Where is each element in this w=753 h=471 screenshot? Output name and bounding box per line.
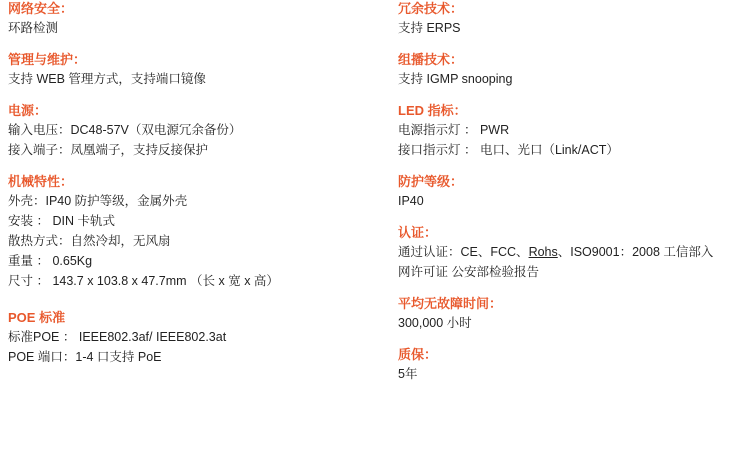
section-spacer [398,162,748,173]
left-column [8,0,398,375]
section-spacer [398,40,748,51]
section-spacer [398,284,748,295]
section-heading: 平均无故障时间： [398,296,503,311]
section-line: 接入端子：凤凰端子，支持反接保护 [8,143,209,157]
spec-section [398,295,748,331]
section-line: 支持 WEB 管理方式，支持端口镜像 [8,72,206,86]
spec-section [8,173,398,289]
section-line: 网许可证 公安部检验报告 [398,265,539,279]
section-line: 安装 ： DIN 卡轨式 [8,214,115,228]
section-line: 电源指示灯 ： PWR [398,123,510,137]
section-heading: 网络安全： [8,1,74,16]
section-line: 环路检测 [8,21,59,35]
section-line: 尺寸 ： 143.7 x 103.8 x 47.7mm （长 x 宽 x 高） [8,274,279,288]
section-line: 支持 ERPS [398,21,461,35]
section-line: 支持 IGMP snooping [398,72,513,86]
section-line: 300,000 小时 [398,316,472,330]
section-spacer [8,369,398,375]
section-line: 接口指示灯 ： 电口、光口（Link/ACT） [398,143,619,157]
section-heading: 质保： [398,347,438,362]
section-line: 外壳：IP40 防护等级，金属外壳 [8,194,188,208]
section-spacer [398,213,748,224]
section-heading: LED 指标： [398,103,467,118]
spec-section [398,51,748,87]
section-heading: 电源： [8,103,48,118]
spec-section [398,0,748,36]
section-heading: 防护等级： [398,174,464,189]
section-spacer [398,91,748,102]
spec-section [8,102,398,158]
section-line: 散热方式：自然冷却，无风扇 [8,234,171,248]
section-line: 标准POE ： IEEE802.3af/ IEEE802.3at [8,330,227,344]
section-heading: 认证： [398,225,438,240]
section-spacer [8,40,398,51]
section-spacer [398,386,748,392]
section-line: 5年 [398,367,418,381]
section-spacer [8,293,398,309]
section-line: 重量 ： 0.65Kg [8,254,93,268]
section-line: POE 端口：1-4 口支持 PoE [8,350,162,364]
spec-section [8,51,398,87]
section-heading: 组播技术： [398,52,464,67]
section-heading: 机械特性： [8,174,74,189]
spec-section [8,0,398,36]
section-spacer [8,91,398,102]
section-heading: 管理与维护： [8,52,87,67]
spec-section [398,224,748,280]
section-heading: POE 标准 [8,310,66,325]
section-line: IP40 [398,194,424,208]
right-column [398,0,748,392]
section-spacer [398,335,748,346]
section-line: 输入电压：DC48-57V（双电源冗余备份） [8,123,242,137]
section-heading: 冗余技术： [398,1,464,16]
spec-section [398,346,748,382]
section-line: 通过认证：CE、FCC、Rohs、ISO9001：2008 工信部入 [398,245,714,259]
spec-section [398,173,748,209]
section-spacer [8,162,398,173]
spec-section [398,102,748,158]
spec-section [8,309,398,365]
